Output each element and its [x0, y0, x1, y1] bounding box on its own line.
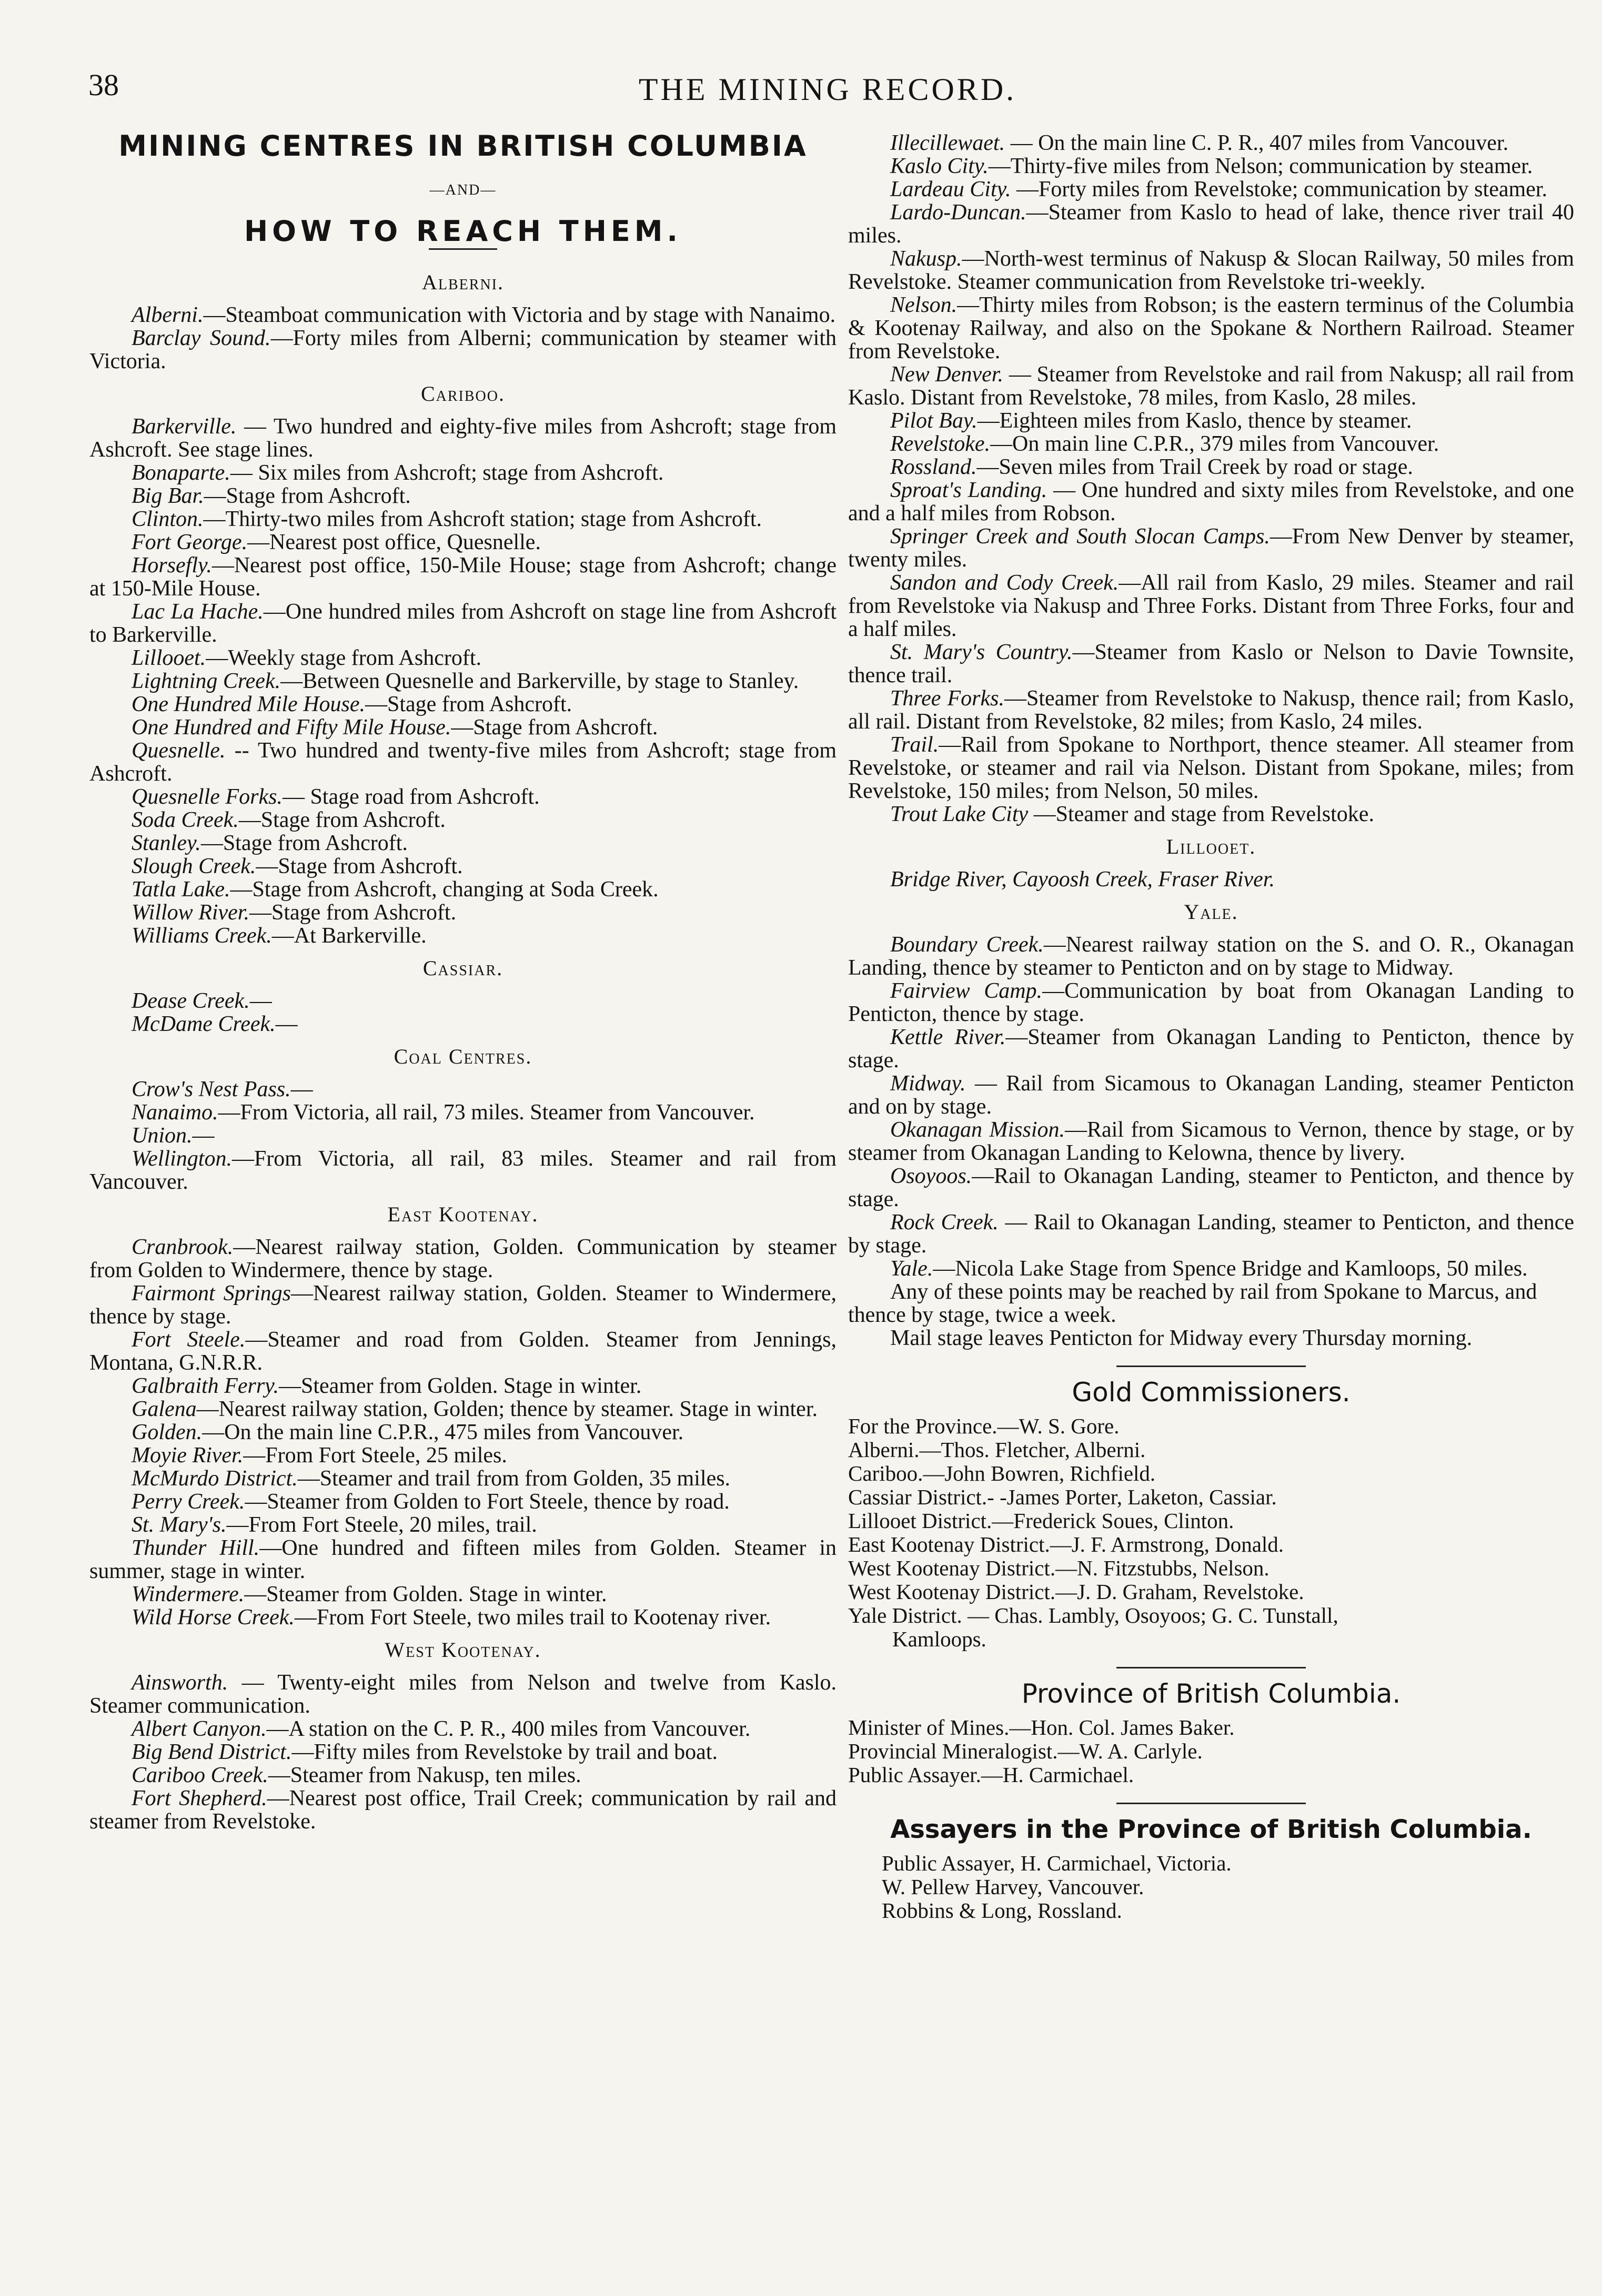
entry — [89, 600, 837, 646]
place-name: One Hundred Mile House. — [132, 692, 366, 716]
entry — [89, 901, 837, 924]
place-name: Quesnelle. — [132, 739, 226, 763]
place-name: Golden. — [132, 1420, 203, 1444]
entry — [848, 479, 1574, 525]
entry-text: —Stage from Ashcroft. — [365, 692, 572, 716]
place-name: Revelstoke. — [890, 432, 991, 456]
page-number: 38 — [88, 68, 119, 102]
assayer-line: Public Assayer, H. Carmichael, Victoria. — [882, 1851, 1232, 1875]
entry — [89, 1467, 837, 1490]
entry — [848, 1257, 1574, 1280]
entry-text: — Twenty-eight miles from Nelson and twelve from Kaslo. Steamer communication. — [89, 1671, 837, 1718]
and-connector: —AND— — [429, 182, 497, 198]
entry-text: —Steamer and trail from from Golden, 35 miles. — [297, 1466, 731, 1491]
entry — [89, 1398, 837, 1421]
entry-text: —Stage from Ashcroft. — [200, 831, 408, 855]
commissioner-line: Cariboo.—John Bowren, Richfield. — [848, 1461, 1156, 1485]
assayer-line: Robbins & Long, Rossland. — [882, 1898, 1122, 1923]
entry — [848, 687, 1574, 733]
entry — [89, 1764, 837, 1787]
entry — [89, 670, 837, 693]
place-name: Sandon and Cody Creek. — [890, 571, 1119, 595]
entry-text: —North-west terminus of Nakusp & Slocan Railway, 50 miles from Revelstoke. Steamer communication from Revelstoke tri-weekly. — [848, 247, 1574, 294]
entry — [848, 409, 1574, 432]
entry — [89, 508, 837, 531]
commissioner-line: West Kootenay District.—J. D. Graham, Revelstoke. — [848, 1580, 1304, 1604]
gold-commissioners-list — [848, 1414, 1574, 1651]
entry — [89, 1513, 837, 1536]
entry-text: —From Fort Steele, 20 miles, trail. — [226, 1513, 537, 1537]
right-column — [848, 132, 1574, 1923]
commissioner-line: West Kootenay District.—N. Fitzstubbs, Nelson. — [848, 1556, 1269, 1580]
place-name: One Hundred and Fifty Mile House. — [132, 715, 451, 740]
place-name: Ainsworth. — [132, 1671, 228, 1695]
place-name: Quesnelle Forks. — [132, 785, 283, 809]
page-header — [88, 67, 1567, 109]
place-name: Trout Lake City — [890, 802, 1029, 826]
entry-text: —Nearest railway station, Golden. Steamer to Windermere, thence by stage. — [89, 1281, 837, 1329]
entry — [89, 1536, 837, 1583]
place-name: Crow's Nest Pass. — [132, 1077, 291, 1101]
entry-text: —Stage from Ashcroft. — [204, 484, 411, 508]
commissioner-line: East Kootenay District.—J. F. Armstrong, Donald. — [848, 1532, 1284, 1556]
entry-text: —Rail from Spokane to Northport, thence steamer. All steamer from Revelstoke, or steamer and rail via Nelson. Distant from Spokane, miles; from Revelstoke, 150 miles; from Nelson, 50 miles. — [848, 733, 1574, 803]
entry-text: -- Two hundred and twenty-five miles from Ashcroft; stage from Ashcroft. — [89, 739, 837, 786]
entry-text: —Rail from Sicamous to Vernon, thence by stage, or by steamer from Okanagan Landing to Kelowna, thence by livery. — [848, 1118, 1574, 1165]
entry-text: —Stage from Ashcroft. — [249, 901, 457, 925]
entry — [89, 1078, 837, 1101]
entry — [89, 1444, 837, 1467]
place-name: Lightning Creek. — [132, 669, 281, 693]
entry — [89, 1328, 837, 1374]
place-name: Williams Creek. — [132, 924, 272, 948]
place-name: Sproat's Landing. — [890, 478, 1047, 502]
place-name: Trail. — [890, 733, 939, 757]
place-name: Nanaimo. — [132, 1100, 218, 1125]
place-name: Thunder Hill. — [132, 1536, 260, 1560]
note-mail-stage: Mail stage leaves Penticton for Midway every Thursday morning. — [890, 1326, 1473, 1350]
place-name: Stanley. — [132, 831, 201, 855]
commissioner-line: Kamloops. — [892, 1627, 986, 1651]
left-column — [89, 129, 837, 1834]
place-name: McDame Creek. — [132, 1012, 276, 1036]
entry — [89, 1583, 837, 1606]
entry — [89, 304, 837, 327]
entry-text: —Steamer from Golden. Stage in winter. — [279, 1374, 642, 1398]
place-name: Moyie River. — [132, 1443, 244, 1468]
place-name: Soda Creek. — [132, 808, 239, 832]
divider — [1116, 1366, 1306, 1367]
entry-text: —Stage from Ashcroft. — [451, 715, 658, 740]
entry — [89, 1236, 837, 1282]
entry — [89, 554, 837, 600]
section-heading: Alberni. — [422, 270, 504, 294]
place-name: Nakusp. — [890, 247, 962, 271]
place-name: Windermere. — [132, 1582, 245, 1606]
note-spokane: Any of these points may be reached by rail from Spokane to Marcus, and thence by stage, twice a week. — [848, 1280, 1537, 1327]
entry-text: — Two hundred and eighty-five miles from Ashcroft; stage from Ashcroft. See stage lines. — [89, 414, 837, 462]
place-name: Rossland. — [890, 455, 977, 479]
entry — [89, 415, 837, 461]
section-heading: Cariboo. — [420, 382, 506, 406]
entry-text: —Nearest post office, 150-Mile House; stage from Ashcroft; change at 150-Mile House. — [89, 553, 837, 601]
entry — [848, 178, 1574, 201]
section-heading: Lillooet. — [1166, 835, 1256, 858]
entry — [848, 132, 1574, 155]
entry — [848, 247, 1574, 294]
place-name: Big Bend District. — [132, 1740, 292, 1764]
entry-text: —Steamer from Nakusp, ten miles. — [268, 1763, 581, 1787]
entry — [89, 785, 837, 808]
entry-text: —At Barkerville. — [271, 924, 427, 948]
entry-text: —Between Quesnelle and Barkerville, by stage to Stanley. — [280, 669, 799, 693]
entry — [848, 1072, 1574, 1118]
entry-text: — — [249, 989, 272, 1013]
place-name: Cariboo Creek. — [132, 1763, 268, 1787]
place-name: Wellington. — [132, 1147, 232, 1171]
place-name: Tatla Lake. — [132, 877, 230, 902]
entry — [89, 531, 837, 554]
official-line: Public Assayer.—H. Carmichael. — [848, 1763, 1134, 1787]
place-name: Fairmont Springs — [132, 1281, 291, 1306]
entry — [848, 733, 1574, 803]
place-name: Three Forks. — [890, 686, 1004, 711]
right-sections — [848, 132, 1574, 1280]
entry — [89, 1124, 837, 1147]
place-name: Okanagan Mission. — [890, 1118, 1065, 1142]
entry-text: —Steamer from Golden to Fort Steele, thence by road. — [245, 1490, 730, 1514]
divider — [1116, 1803, 1306, 1804]
commissioner-line: Alberni.—Thos. Fletcher, Alberni. — [848, 1438, 1146, 1462]
entry-text: —From Victoria, all rail, 73 miles. Steamer from Vancouver. — [218, 1100, 755, 1125]
entry — [89, 1282, 837, 1328]
entry — [848, 294, 1574, 363]
entry-text: —Stage from Ashcroft, changing at Soda Creek. — [230, 877, 659, 902]
entry — [89, 1101, 837, 1124]
entry — [848, 155, 1574, 178]
entry-text: —Forty miles from Alberni; communication by steamer with Victoria. — [89, 326, 837, 373]
entry-text: — — [192, 1124, 215, 1148]
place-name: Clinton. — [132, 507, 204, 531]
entry — [89, 832, 837, 855]
place-name: Yale. — [890, 1257, 933, 1281]
entry-text: —Stage from Ashcroft. — [238, 808, 446, 832]
entry-text: —Steamer from Kaslo or Nelson to Davie Townsite, thence trail. — [848, 640, 1575, 687]
divider — [1116, 1667, 1306, 1668]
assayers-title: Assayers in the Province of British Columbia. — [890, 1815, 1532, 1844]
entry-text: —Nearest post office, Trail Creek; communication by rail and steamer from Revelstoke. — [89, 1786, 837, 1834]
entry — [848, 1211, 1574, 1257]
entry-text: —From Victoria, all rail, 83 miles. Steamer and rail from Vancouver. — [89, 1147, 837, 1194]
entry-text: —Stage from Ashcroft. — [256, 854, 463, 878]
section-heading: East Kootenay. — [387, 1202, 539, 1226]
entry-text: —Nearest railway station on the S. and O. R., Okanagan Landing, thence by steamer to Penticton and on by stage to Midway. — [848, 933, 1574, 980]
province-list — [848, 1716, 1574, 1787]
entry-text: —Nearest railway station, Golden. Communication by steamer from Golden to Windermere, thence by stage. — [89, 1235, 837, 1282]
section-heading: Coal Centres. — [394, 1045, 532, 1068]
assayer-line: W. Pellew Harvey, Vancouver. — [882, 1875, 1144, 1899]
entry-text: —Forty miles from Revelstoke; communication by steamer. — [1011, 177, 1547, 201]
place-name: Slough Creek. — [132, 854, 256, 878]
left-sections — [89, 271, 837, 1833]
entry-text: —One hundred miles from Ashcroft on stage line from Ashcroft to Barkerville. — [89, 600, 837, 647]
entry-text: — Six miles from Ashcroft; stage from Ashcroft. — [230, 461, 664, 485]
entry-text: —Nearest post office, Quesnelle. — [247, 530, 541, 554]
place-name: Barkerville. — [132, 414, 237, 439]
entry — [89, 1671, 837, 1717]
entry-text: —Steamer and road from Golden. Steamer from Jennings, Montana, G.N.R.R. — [89, 1328, 837, 1375]
entry-text: —Steamer and stage from Revelstoke. — [1028, 802, 1374, 826]
place-name: St. Mary's Country. — [890, 640, 1073, 664]
entry — [89, 1606, 837, 1629]
place-name: Kettle River. — [890, 1025, 1006, 1049]
entry-text: — One hundred and sixty miles from Revelstoke, and one and a half miles from Robson. — [848, 478, 1575, 525]
place-name: Perry Creek. — [132, 1490, 245, 1514]
place-name: Fort George. — [132, 530, 248, 554]
entry-text: —One hundred and fifteen miles from Golden. Steamer in summer, stage in winter. — [89, 1536, 837, 1583]
place-name: Albert Canyon. — [132, 1717, 267, 1741]
entry-text: —Eighteen miles from Kaslo, thence by steamer. — [977, 409, 1412, 433]
place-name: McMurdo District. — [132, 1466, 298, 1491]
entry — [848, 432, 1574, 456]
entry — [89, 989, 837, 1013]
entry — [89, 484, 837, 508]
place-name: Galbraith Ferry. — [132, 1374, 279, 1398]
entry-text: —From New Denver by steamer, twenty miles. — [848, 524, 1574, 572]
place-name: Fort Steele. — [132, 1328, 246, 1352]
place-name: Osoyoos. — [890, 1164, 972, 1188]
place-name: Bonaparte. — [132, 461, 230, 485]
entry-text: —Steamer from Golden. Stage in winter. — [244, 1582, 607, 1606]
place-name: Horsefly. — [132, 553, 212, 578]
entry-text: —Weekly stage from Ashcroft. — [206, 646, 481, 670]
entry-text: —Seven miles from Trail Creek by road or stage. — [976, 455, 1413, 479]
entry-text: —All rail from Kaslo, 29 miles. Steamer and rail from Revelstoke via Nakusp and Three Forks. Distant from Three Forks, four and a half miles. — [848, 571, 1574, 641]
assayers-list — [848, 1852, 1574, 1923]
place-name: Fairview Camp. — [890, 979, 1043, 1003]
entry-text: —On the main line C.P.R., 475 miles from Vancouver. — [202, 1420, 684, 1444]
entry — [848, 979, 1574, 1026]
main-title: MINING CENTRES IN BRITISH COLUMBIA — [118, 129, 808, 163]
entry — [89, 1374, 837, 1398]
running-title: THE MINING RECORD. — [638, 72, 1017, 107]
entry — [89, 855, 837, 878]
place-name: Lac La Hache. — [132, 600, 264, 624]
entry — [89, 1717, 837, 1741]
entry — [848, 1026, 1574, 1072]
entry-text: —Steamer from Okanagan Landing to Penticton, thence by stage. — [848, 1025, 1574, 1073]
place-name: Wild Horse Creek. — [132, 1605, 295, 1630]
entry-text: —Rail to Okanagan Landing, steamer to Penticton, and thence by stage. — [848, 1164, 1574, 1211]
gold-commissioners-title: Gold Commissioners. — [1072, 1377, 1351, 1408]
place-name: Union. — [132, 1124, 193, 1148]
entry — [848, 456, 1574, 479]
entry — [89, 808, 837, 832]
place-name: Fort Shepherd. — [132, 1786, 267, 1810]
entry-text: —Fifty miles from Revelstoke by trail and boat. — [291, 1740, 718, 1764]
official-line: Provincial Mineralogist.—W. A. Carlyle. — [848, 1739, 1203, 1763]
place-name: Galena — [132, 1397, 197, 1421]
entry-text: — — [275, 1012, 298, 1036]
entry — [89, 1741, 837, 1764]
entry-text: —Communication by boat from Okanagan Landing to Penticton, thence by stage. — [848, 979, 1575, 1026]
entry — [89, 739, 837, 785]
entry-text: —Nearest railway station, Golden; thence by steamer. Stage in winter. — [196, 1397, 818, 1421]
entry-text: —From Fort Steele, two miles trail to Kootenay river. — [294, 1605, 771, 1630]
entry-text: — Steamer from Revelstoke and rail from Nakusp; all rail from Kaslo. Distant from Revelstoke, 78 miles, from Kaslo, 28 miles. — [848, 362, 1574, 410]
entry — [89, 1147, 837, 1193]
place-name: Boundary Creek. — [890, 933, 1044, 957]
entry — [89, 1787, 837, 1833]
entry-text: —Thirty miles from Robson; is the eastern terminus of the Columbia & Kootenay Railway, and also on the Spokane & Northern Railroad. Steamer from Revelstoke. — [848, 293, 1574, 363]
place-name: Lillooet. — [132, 646, 206, 670]
place-name: Cranbrook. — [132, 1235, 234, 1259]
entry-text: —From Fort Steele, 25 miles. — [243, 1443, 507, 1468]
entry — [89, 716, 837, 739]
entry — [848, 641, 1574, 687]
entry — [848, 868, 1574, 891]
entry-text: —Thirty-two miles from Ashcroft station; stage from Ashcroft. — [203, 507, 762, 531]
place-name: Kaslo City. — [890, 154, 989, 178]
province-title: Province of British Columbia. — [1021, 1678, 1401, 1709]
entry — [89, 327, 837, 373]
place-name: Willow River. — [132, 901, 249, 925]
commissioner-line: Lillooet District.—Frederick Soues, Clinton. — [848, 1509, 1234, 1533]
entry-text: —A station on the C. P. R., 400 miles from Vancouver. — [266, 1717, 751, 1741]
entry-text: —Steamboat communication with Victoria and by stage with Nanaimo. — [203, 303, 836, 327]
place-name: New Denver. — [890, 362, 1003, 387]
entry — [848, 1165, 1574, 1211]
place-name: Bridge River, Cayoosh Creek, Fraser River. — [890, 867, 1275, 892]
entry-text: —On main line C.P.R., 379 miles from Vancouver. — [990, 432, 1439, 456]
entry — [89, 461, 837, 484]
entry-text: — Stage road from Ashcroft. — [282, 785, 540, 809]
place-name: Springer Creek and South Slocan Camps. — [890, 524, 1270, 549]
place-name: Midway. — [890, 1071, 966, 1096]
entry — [848, 525, 1574, 571]
section-heading: Cassiar. — [422, 956, 503, 980]
entry-text: — Rail to Okanagan Landing, steamer to Penticton, and thence by stage. — [848, 1210, 1574, 1258]
entry — [848, 201, 1574, 247]
entry — [89, 646, 837, 670]
entry — [848, 571, 1574, 641]
entry — [89, 693, 837, 716]
commissioner-line: Cassiar District.- -James Porter, Laketon, Cassiar. — [848, 1485, 1277, 1509]
entry — [89, 924, 837, 947]
place-name: Barclay Sound. — [132, 326, 271, 350]
section-heading: West Kootenay. — [385, 1638, 541, 1662]
entry — [89, 878, 837, 901]
place-name: Pilot Bay. — [890, 409, 978, 433]
place-name: Alberni. — [132, 303, 204, 327]
entry-text: —Steamer from Revelstoke to Nakusp, thence rail; from Kaslo, all rail. Distant from Revelstoke, 82 miles; from Kaslo, 24 miles. — [848, 686, 1575, 734]
entry-text: — On the main line C. P. R., 407 miles from Vancouver. — [1005, 131, 1509, 155]
entry — [848, 363, 1574, 409]
entry-text: —Steamer from Kaslo to head of lake, thence river trail 40 miles. — [848, 200, 1574, 248]
place-name: Nelson. — [890, 293, 958, 317]
entry — [89, 1490, 837, 1513]
place-name: Rock Creek. — [890, 1210, 999, 1235]
entry — [848, 803, 1574, 826]
entry-text: —Thirty-five miles from Nelson; communication by steamer. — [988, 154, 1533, 178]
entry-text: — Rail from Sicamous to Okanagan Landing, steamer Penticton and on by stage. — [848, 1071, 1574, 1119]
place-name: Lardo-Duncan. — [890, 200, 1026, 225]
entry-text: — — [290, 1077, 313, 1101]
entry — [89, 1421, 837, 1444]
commissioner-line: Yale District. — Chas. Lambly, Osoyoos; G. C. Tunstall, — [848, 1603, 1338, 1627]
entry — [89, 1013, 837, 1036]
place-name: St. Mary's. — [132, 1513, 227, 1537]
place-name: Big Bar. — [132, 484, 204, 508]
place-name: Illecillewaet. — [890, 131, 1005, 155]
subtitle: HOW TO REACH THEM. — [244, 215, 682, 248]
official-line: Minister of Mines.—Hon. Col. James Baker. — [848, 1715, 1235, 1739]
place-name: Dease Creek. — [132, 989, 250, 1013]
title-rule — [429, 248, 497, 250]
entry — [848, 933, 1574, 979]
entry — [848, 1118, 1574, 1165]
commissioner-line: For the Province.—W. S. Gore. — [848, 1414, 1120, 1438]
place-name: Lardeau City. — [890, 177, 1011, 201]
entry-text: —Nicola Lake Stage from Spence Bridge and Kamloops, 50 miles. — [933, 1257, 1528, 1281]
section-heading: Yale. — [1184, 900, 1238, 924]
